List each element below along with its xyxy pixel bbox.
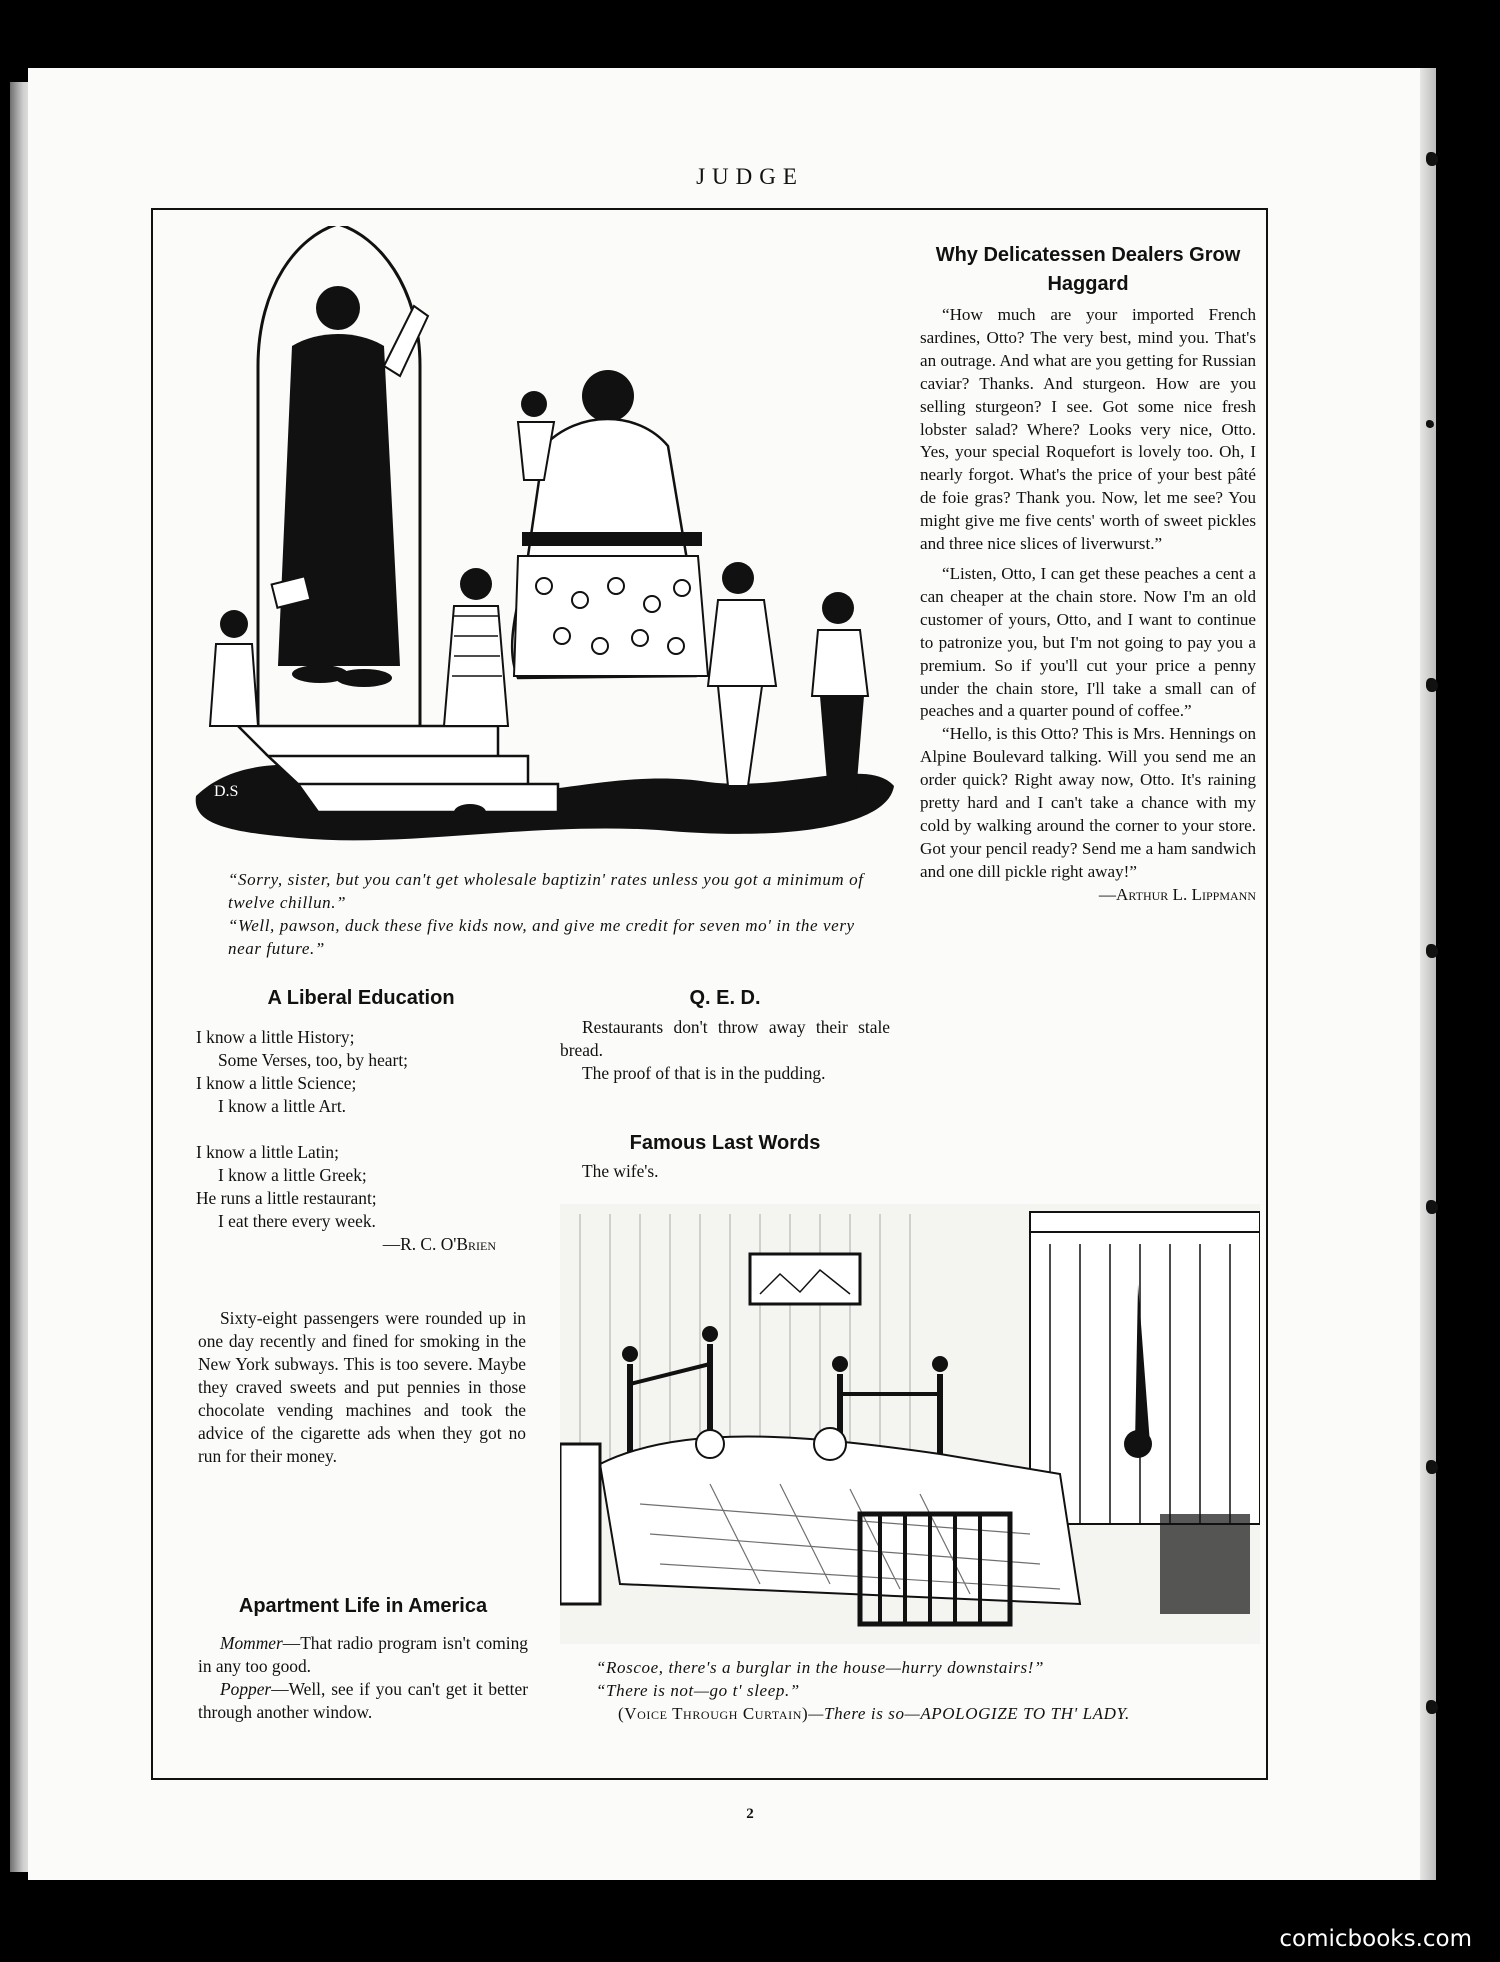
poem-line: I know a little History; xyxy=(196,1027,355,1047)
caption-line-1: “Roscoe, there's a burglar in the house—hurry downstairs!” xyxy=(596,1658,1045,1677)
caption-text: —There is so—APOLOGIZE TO TH' LADY. xyxy=(808,1704,1130,1723)
page-edge-right xyxy=(1420,68,1436,1880)
apartment-life-text xyxy=(198,1632,528,1724)
heading-liberal-education: A Liberal Education xyxy=(267,987,455,1009)
paragraph xyxy=(198,1632,528,1678)
byline: —Arthur L. Lippmann xyxy=(1098,884,1256,904)
paragraph: Restaurants don't throw away their stale bread. xyxy=(560,1017,890,1060)
paragraph: The proof of that is in the pudding. xyxy=(582,1063,826,1083)
heading-delicatessen: Why Delicatessen Dealers Grow Haggard xyxy=(935,244,1241,295)
poem-line: He runs a little restaurant; xyxy=(196,1188,377,1208)
heading-apartment-life: Apartment Life in America xyxy=(238,1595,488,1617)
poem-line: Some Verses, too, by heart; xyxy=(218,1050,408,1070)
dialogue: —Well, see if you can't get it better through another window. xyxy=(198,1679,528,1722)
poem-line: I know a little Art. xyxy=(218,1096,346,1116)
qed-text xyxy=(560,1016,890,1085)
masthead: JUDGE xyxy=(696,164,804,189)
heading-qed: Q. E. D. xyxy=(689,987,761,1009)
heading-famous-last-words: Famous Last Words xyxy=(629,1132,821,1154)
poem-liberal-education xyxy=(196,1026,526,1256)
paragraph: Sixty-eight passengers were rounded up in one day recently and fined for smoking in the New York subways. This is too severe. Maybe they craved sweets and put pennies in those chocolate vending machines and took the advice of the cigarette ads when they got no run for their money. xyxy=(198,1308,526,1466)
cartoon-burglar-illustration xyxy=(560,1204,1260,1644)
poem-line: I know a little Latin; xyxy=(196,1142,339,1162)
delicatessen-article xyxy=(920,304,1256,907)
speaker-name: Mommer xyxy=(220,1633,283,1653)
page-number: 2 xyxy=(746,1806,754,1822)
paragraph: The wife's. xyxy=(582,1161,659,1181)
cartoon-baptism-illustration xyxy=(188,226,900,850)
paragraph: “Hello, is this Otto? This is Mrs. Hennings on Alpine Boulevard talking. Will you send me an order quick? Right away now, Otto. It's raining pretty hard and I can't take a chance with my cold by walking around the corner to your store. Got your pencil ready? Send me a ham sandwich and one dill pickle right away!” xyxy=(920,724,1257,881)
caption-line-2: “There is not—go t' sleep.” xyxy=(596,1681,800,1700)
poem-line: I eat there every week. xyxy=(218,1211,376,1231)
cartoon-signature: D.S xyxy=(214,783,239,800)
caption-line-1: “Sorry, sister, but you can't get wholesale baptizin' rates unless you got a minimum of twelve chillun.” xyxy=(228,870,864,912)
poem-line: I know a little Science; xyxy=(196,1073,357,1093)
speaker-name: Popper xyxy=(220,1679,272,1699)
caption-voice: (Voice Through Curtain) xyxy=(618,1704,809,1723)
poem-line: I know a little Greek; xyxy=(218,1165,367,1185)
dialogue: —That radio program isn't coming in any too good. xyxy=(198,1633,528,1676)
caption-line-3 xyxy=(596,1702,1236,1725)
paragraph xyxy=(198,1678,528,1724)
famous-last-words-text xyxy=(560,1160,890,1183)
caption-line-2: “Well, pawson, duck these five kids now, and give me credit for seven mo' in the very near future.” xyxy=(228,916,855,958)
cartoon1-caption xyxy=(228,868,868,960)
watermark: comicbooks.com xyxy=(1279,1926,1472,1952)
paragraph: “Listen, Otto, I can get these peaches a cent a can cheaper at the chain store. Now I'm an old customer of yours, Otto, and I want to continue to patronize you, but I'm not going to pay you a premium. So if you'll cut your price a penny under the chain store, I'll take a small can of peaches and a quarter pound of coffee.” xyxy=(920,563,1256,721)
subway-text xyxy=(198,1307,526,1468)
byline: —R. C. O'Brien xyxy=(382,1234,496,1254)
cartoon2-caption xyxy=(596,1656,1236,1725)
paragraph: “How much are your imported French sardines, Otto? The very best, mind you. That's an outrage. And what are you getting for Russian caviar? Thanks. And sturgeon. How are you selling sturgeon? I see. Got some nice fresh lobster salad? Where? Looks very nice, Otto. Yes, your special Roquefort is lovely too. Oh, I nearly forgot. What's the price of your best pâté de foie gras? Thank you. Now, let me see? You might give me five cents' worth of sweet pickles and three nice slices of liverwurst.” xyxy=(920,305,1256,554)
